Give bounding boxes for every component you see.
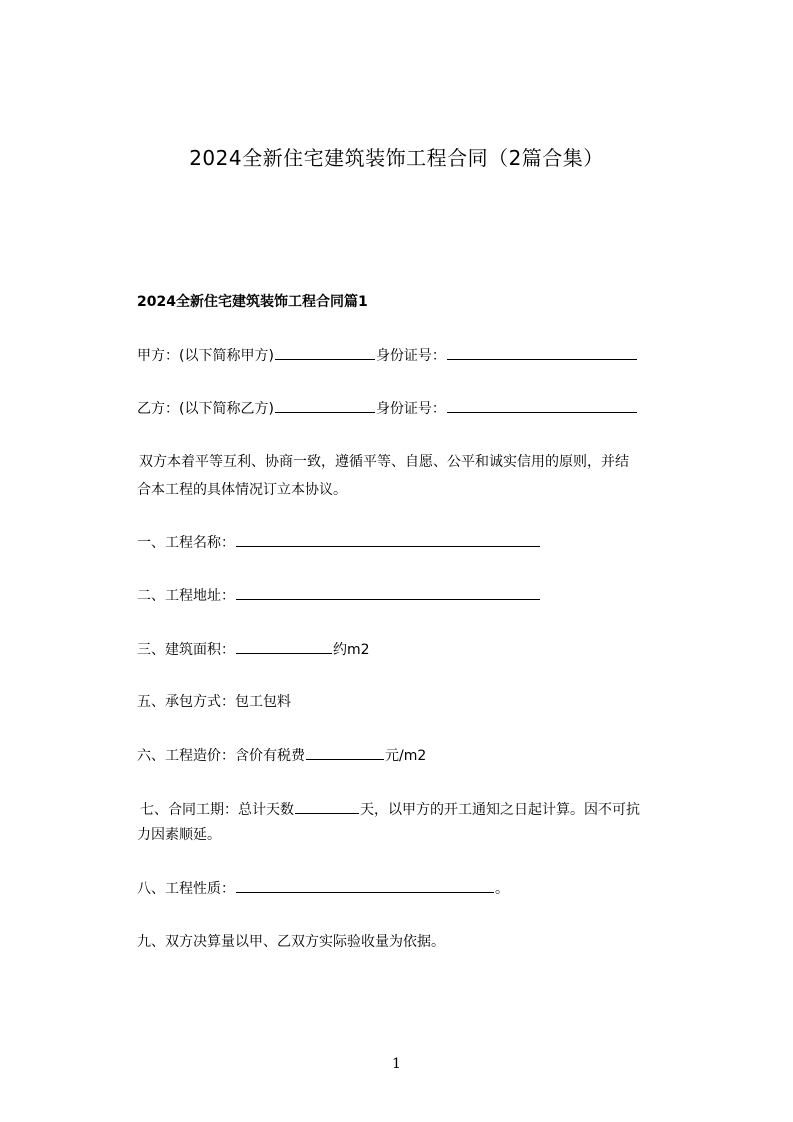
contract-mode-line: 五、承包方式：包工包料: [137, 694, 291, 710]
project-address-label: 二、工程地址：: [137, 588, 235, 604]
period-line-2: 力因素顺延。: [137, 827, 221, 843]
period-days-blank: [295, 799, 359, 814]
document-title: 2024全新住宅建筑装饰工程合同（2篇合集）: [189, 146, 604, 170]
project-name-blank: [236, 532, 540, 547]
period-prefix: 七、合同工期：总计天数: [140, 802, 294, 818]
area-line: [137, 639, 370, 660]
period-suffix: 天，以甲方的开工通知之日起计算。因不可抗: [360, 802, 640, 818]
intro-line-1: 双方本着平等互利、协商一致，遵循平等、自愿、公平和诚实信用的原则，并结: [139, 454, 629, 470]
cost-label: 六、工程造价：含价有税费: [137, 748, 305, 764]
party-b-id-label: 身份证号：: [375, 401, 446, 417]
project-name-line: [137, 532, 541, 553]
section-title: 2024全新住宅建筑装饰工程合同篇1: [137, 294, 368, 310]
party-a-name-blank: [275, 345, 375, 360]
cost-line: [137, 745, 426, 766]
period-line-1: [140, 799, 640, 820]
area-label: 三、建筑面积：: [137, 642, 235, 658]
party-a-line: [137, 345, 638, 366]
party-a-label: 甲方：(以下简称甲方): [137, 348, 274, 364]
nature-label: 八、工程性质：: [137, 881, 235, 897]
party-b-label: 乙方：(以下简称乙方): [137, 401, 274, 417]
project-name-label: 一、工程名称：: [137, 535, 235, 551]
nature-end: 。: [495, 881, 509, 897]
project-address-line: [137, 585, 541, 606]
intro-line-2: 合本工程的具体情况订立本协议。: [137, 482, 347, 498]
nature-blank: [236, 878, 494, 893]
party-b-name-blank: [275, 398, 375, 413]
party-a-id-blank: [447, 345, 637, 360]
party-b-line: [137, 398, 638, 419]
settlement-line: 九、双方决算量以甲、乙双方实际验收量为依据。: [137, 934, 445, 950]
party-b-id-blank: [447, 398, 637, 413]
nature-line: [137, 878, 509, 899]
project-address-blank: [236, 585, 540, 600]
area-unit: 约m2: [333, 642, 370, 658]
cost-blank: [306, 745, 384, 760]
cost-unit: 元/m2: [385, 748, 427, 764]
area-blank: [236, 639, 332, 654]
party-a-id-label: 身份证号：: [375, 348, 446, 364]
page-number: 1: [392, 1056, 401, 1072]
